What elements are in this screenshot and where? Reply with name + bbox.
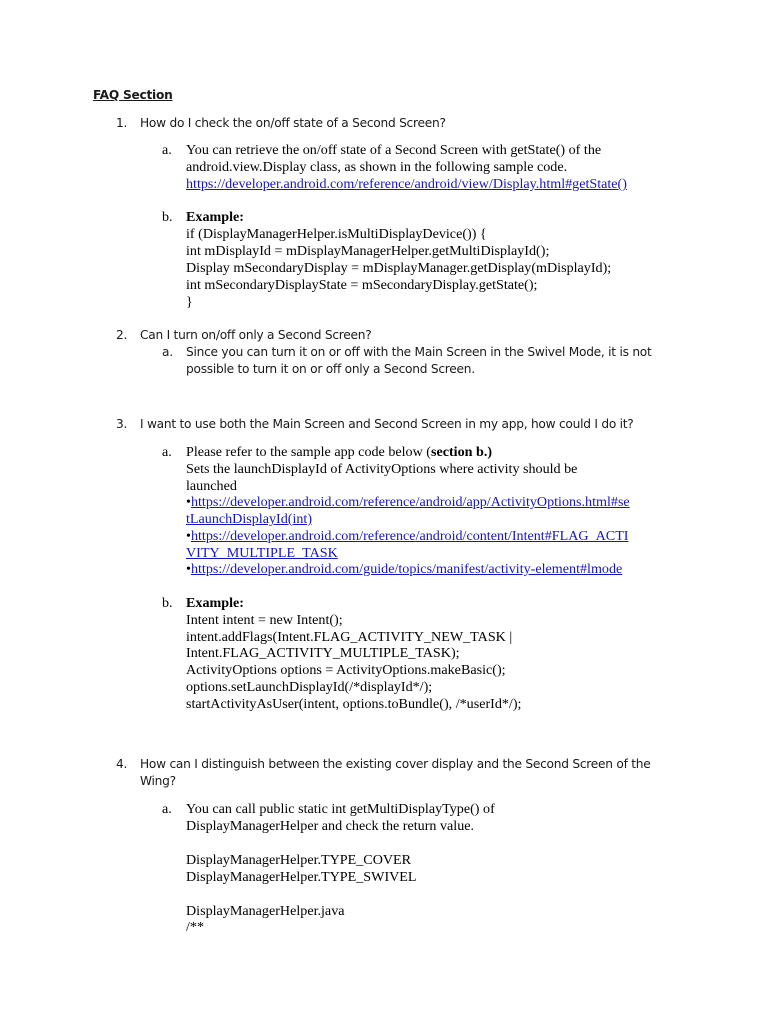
link-intent-flag-cont[interactable]: VITY_MULTIPLE_TASK [186,545,338,561]
q3-question: I want to use both the Main Screen and Second Screen in my app, how could I do it? [140,417,634,431]
q4-a-line1: You can call public static int getMultiDisplayType() of [186,801,495,817]
q1-b-marker: b. [162,209,173,225]
link-activityoptions-cont[interactable]: tLaunchDisplayId(int) [186,511,313,527]
q3-a-line1-text: Please refer to the sample app code below ( [186,444,431,460]
q4-question-line2: Wing? [140,774,176,788]
q1-b-label: Example: [186,209,244,225]
q3-b-label: Example: [186,595,244,611]
q2-number: 2. [116,328,128,342]
q3-a-line3: launched [186,478,237,494]
code-line: Display mSecondaryDisplay = mDisplayManager.getDisplay(mDisplayId); [186,260,612,276]
q3-a-line1 [186,444,492,461]
q2-question: Can I turn on/off only a Second Screen? [140,328,372,342]
link-item-3 [186,561,622,578]
q2-a-line2: possible to turn it on or off only a Second Screen. [186,362,475,376]
q3-a-line2: Sets the launchDisplayId of ActivityOptions where activity should be [186,461,578,477]
q1-a-marker: a. [162,142,172,158]
q4-number: 4. [116,757,128,771]
code-line: ActivityOptions options = ActivityOptions.makeBasic(); [186,662,506,678]
q4-a-marker: a. [162,801,172,817]
q3-b-marker: b. [162,595,173,611]
code-line: } [186,294,193,310]
q4-a-line2: DisplayManagerHelper and check the return value. [186,818,475,834]
q2-a-marker: a. [162,345,173,359]
q1-a-line1: You can retrieve the on/off state of a Second Screen with getState() of the [186,142,602,158]
q2-a-line1: Since you can turn it on or off with the Main Screen in the Swivel Mode, it is not [186,345,652,359]
q1-question: How do I check the on/off state of a Second Screen? [140,116,446,130]
q4-a-const-swivel: DisplayManagerHelper.TYPE_SWIVEL [186,869,417,885]
code-line: if (DisplayManagerHelper.isMultiDisplayDevice()) { [186,226,487,242]
q3-number: 3. [116,417,128,431]
code-line: intent.addFlags(Intent.FLAG_ACTIVITY_NEW_TASK | [186,629,513,645]
q1-a-link[interactable]: https://developer.android.com/reference/android/view/Display.html#getState() [186,176,627,192]
link-activity-element[interactable]: https://developer.android.com/guide/topics/manifest/activity-element#lmode [190,561,623,577]
link-item-2 [186,528,629,545]
bullet: • [186,561,191,577]
q4-a-const-cover: DisplayManagerHelper.TYPE_COVER [186,852,412,868]
faq-heading: FAQ Section [93,88,173,102]
link-item-1 [186,494,630,511]
q3-a-line1-bold: section b.) [430,444,493,460]
code-line: startActivityAsUser(intent, options.toBundle(), /*userId*/); [186,696,522,712]
link-activityoptions[interactable]: https://developer.android.com/reference/android/app/ActivityOptions.html#se [190,494,630,510]
q4-a-comment: /** [186,919,205,935]
q4-a-filename: DisplayManagerHelper.java [186,903,345,919]
bullet: • [186,528,191,544]
code-line: int mSecondaryDisplayState = mSecondaryDisplay.getState(); [186,277,538,293]
q4-question-line1: How can I distinguish between the existing cover display and the Second Screen of the [140,757,651,771]
q3-a-marker: a. [162,444,172,460]
code-line: Intent.FLAG_ACTIVITY_MULTIPLE_TASK); [186,645,460,661]
bullet: • [186,494,191,510]
link-intent-flag[interactable]: https://developer.android.com/reference/android/content/Intent#FLAG_ACTI [190,528,629,544]
code-line: options.setLaunchDisplayId(/*displayId*/); [186,679,433,695]
q1-a-line2: android.view.Display class, as shown in the following sample code. [186,159,568,175]
code-line: Intent intent = new Intent(); [186,612,343,628]
q1-number: 1. [116,116,128,130]
code-line: int mDisplayId = mDisplayManagerHelper.getMultiDisplayId(); [186,243,550,259]
